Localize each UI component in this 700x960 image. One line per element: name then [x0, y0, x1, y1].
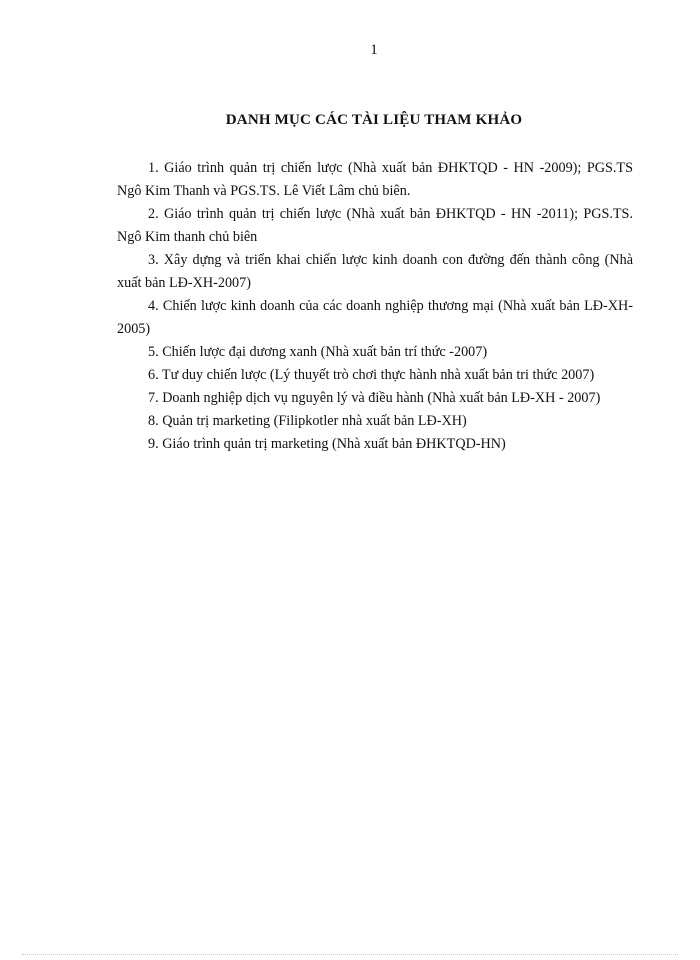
- page-number: 1: [370, 42, 378, 58]
- reference-item-5: 5. Chiến lược đại dương xanh (Nhà xuất bản trí thức -2007): [148, 344, 488, 360]
- reference-item-4: 4. Chiến lược kinh doanh của các doanh nghiệp thương mại (Nhà xuất bản LĐ-XH-2005): [117, 298, 633, 337]
- reference-item-1: 1. Giáo trình quản trị chiến lược (Nhà xuất bản ĐHKTQD - HN -2009); PGS.TS Ngô Kim Thanh và PGS.TS. Lê Viết Lâm chủ biên.: [117, 160, 633, 199]
- reference-item-2: 2. Giáo trình quản trị chiến lược (Nhà xuất bản ĐHKTQD - HN -2011); PGS.TS. Ngô Kim thanh chủ biên: [117, 206, 633, 245]
- reference-item-6: 6. Tư duy chiến lược (Lý thuyết trò chơi thực hành nhà xuất bản tri thức 2007): [148, 367, 595, 383]
- reference-list: [117, 157, 633, 456]
- page-bottom-divider: [22, 954, 678, 955]
- reference-item-9: 9. Giáo trình quản trị marketing (Nhà xuất bản ĐHKTQD-HN): [148, 436, 506, 452]
- reference-item-3: 3. Xây dựng và triển khai chiến lược kinh doanh con đường đến thành công (Nhà xuất bản LĐ-XH-2007): [117, 252, 633, 291]
- references-title: DANH MỤC CÁC TÀI LIỆU THAM KHẢO: [225, 112, 523, 128]
- reference-item-7: 7. Doanh nghiệp dịch vụ nguyên lý và điều hành (Nhà xuất bản LĐ-XH - 2007): [148, 390, 601, 406]
- reference-item-8: 8. Quản trị marketing (Filipkotler nhà xuất bản LĐ-XH): [148, 413, 467, 429]
